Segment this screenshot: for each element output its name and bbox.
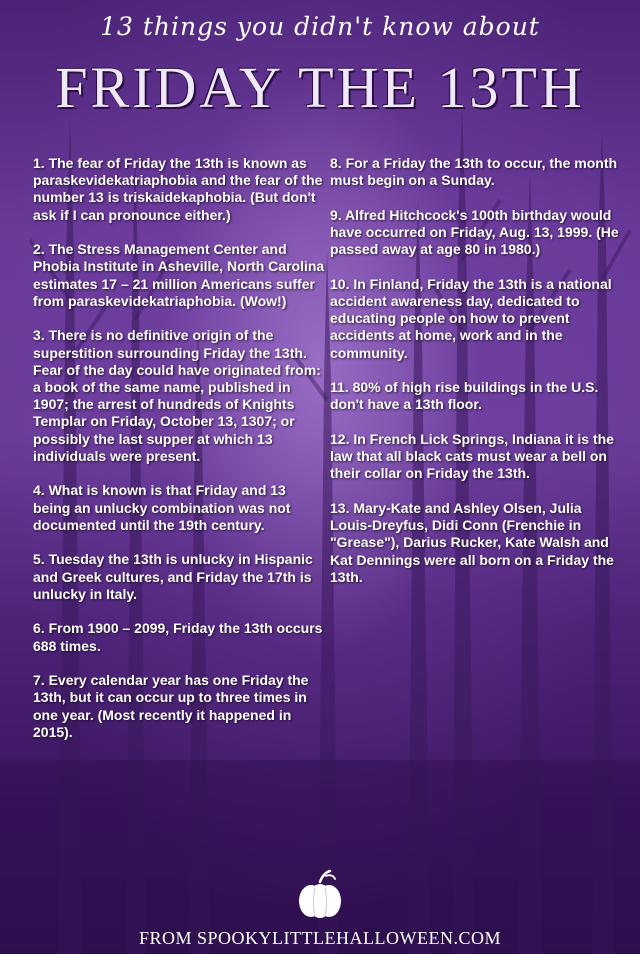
source-credit: FROM SPOOKYLITTLEHALLOWEEN.COM — [139, 928, 501, 948]
fact-item: 12. In French Lick Springs, Indiana it is the law that all black cats must wear a bell on their collar on Friday the 13th. — [330, 431, 614, 482]
fact-item: 1. The fear of Friday the 13th is known as paraskevidekatriaphobia and the fear of the number 13 is triskaidekaphobia. (But don't ask if I can pronounce either.) — [33, 155, 323, 223]
fact-item: 7. Every calendar year has one Friday the 13th, but it can occur up to three times in one year. (Most recently it happened in 2015). — [33, 672, 309, 740]
fact-item: 8. For a Friday the 13th to occur, the month must begin on a Sunday. — [330, 155, 618, 189]
facts-column-right — [330, 155, 620, 603]
fact-item: 6. From 1900 – 2099, Friday the 13th occurs 688 times. — [33, 620, 323, 654]
fact-item: 3. There is no definitive origin of the superstition surrounding Friday the 13th. Fear of the day could have originated from: a book of the same name, published in 1907; the arrest of hundreds of Knights Templar on Friday, October 13, 1307; or possibly the last supper at which 13 individuals were present. — [33, 327, 321, 464]
fact-item: 9. Alfred Hitchcock's 100th birthday would have occurred on Friday, Aug. 13, 1999. (He passed away at age 80 in 1980.) — [330, 206, 619, 258]
fact-item: 4. What is known is that Friday and 13 being an unlucky combination was not documented until the 19th century. — [33, 482, 291, 533]
fact-item: 11. 80% of high rise buildings in the U.S. don't have a 13th floor. — [330, 379, 599, 413]
fact-item: 10. In Finland, Friday the 13th is a national accident awareness day, dedicated to educating people on how to prevent accidents at home, work and in the community. — [330, 275, 612, 361]
pumpkin-icon — [296, 868, 344, 920]
fact-item: 13. Mary-Kate and Ashley Olsen, Julia Louis-Dreyfus, Didi Conn (Frenchie in "Grease"), Darius Rucker, Kate Walsh and Kat Dennings were all born on a Friday the 13th. — [330, 500, 614, 585]
fact-item: 2. The Stress Management Center and Phobia Institute in Asheville, North Carolina estimates 17 – 21 million Americans suffer from paraskevidekatriaphobia. (Wow!) — [33, 241, 325, 309]
subtitle: 13 things you didn't know about — [100, 12, 540, 41]
fact-item: 5. Tuesday the 13th is unlucky in Hispanic and Greek cultures, and Friday the 17th is unlucky in Italy. — [33, 551, 313, 602]
page-title: FRIDAY THE 13TH — [55, 55, 585, 120]
facts-column-left — [33, 155, 325, 758]
